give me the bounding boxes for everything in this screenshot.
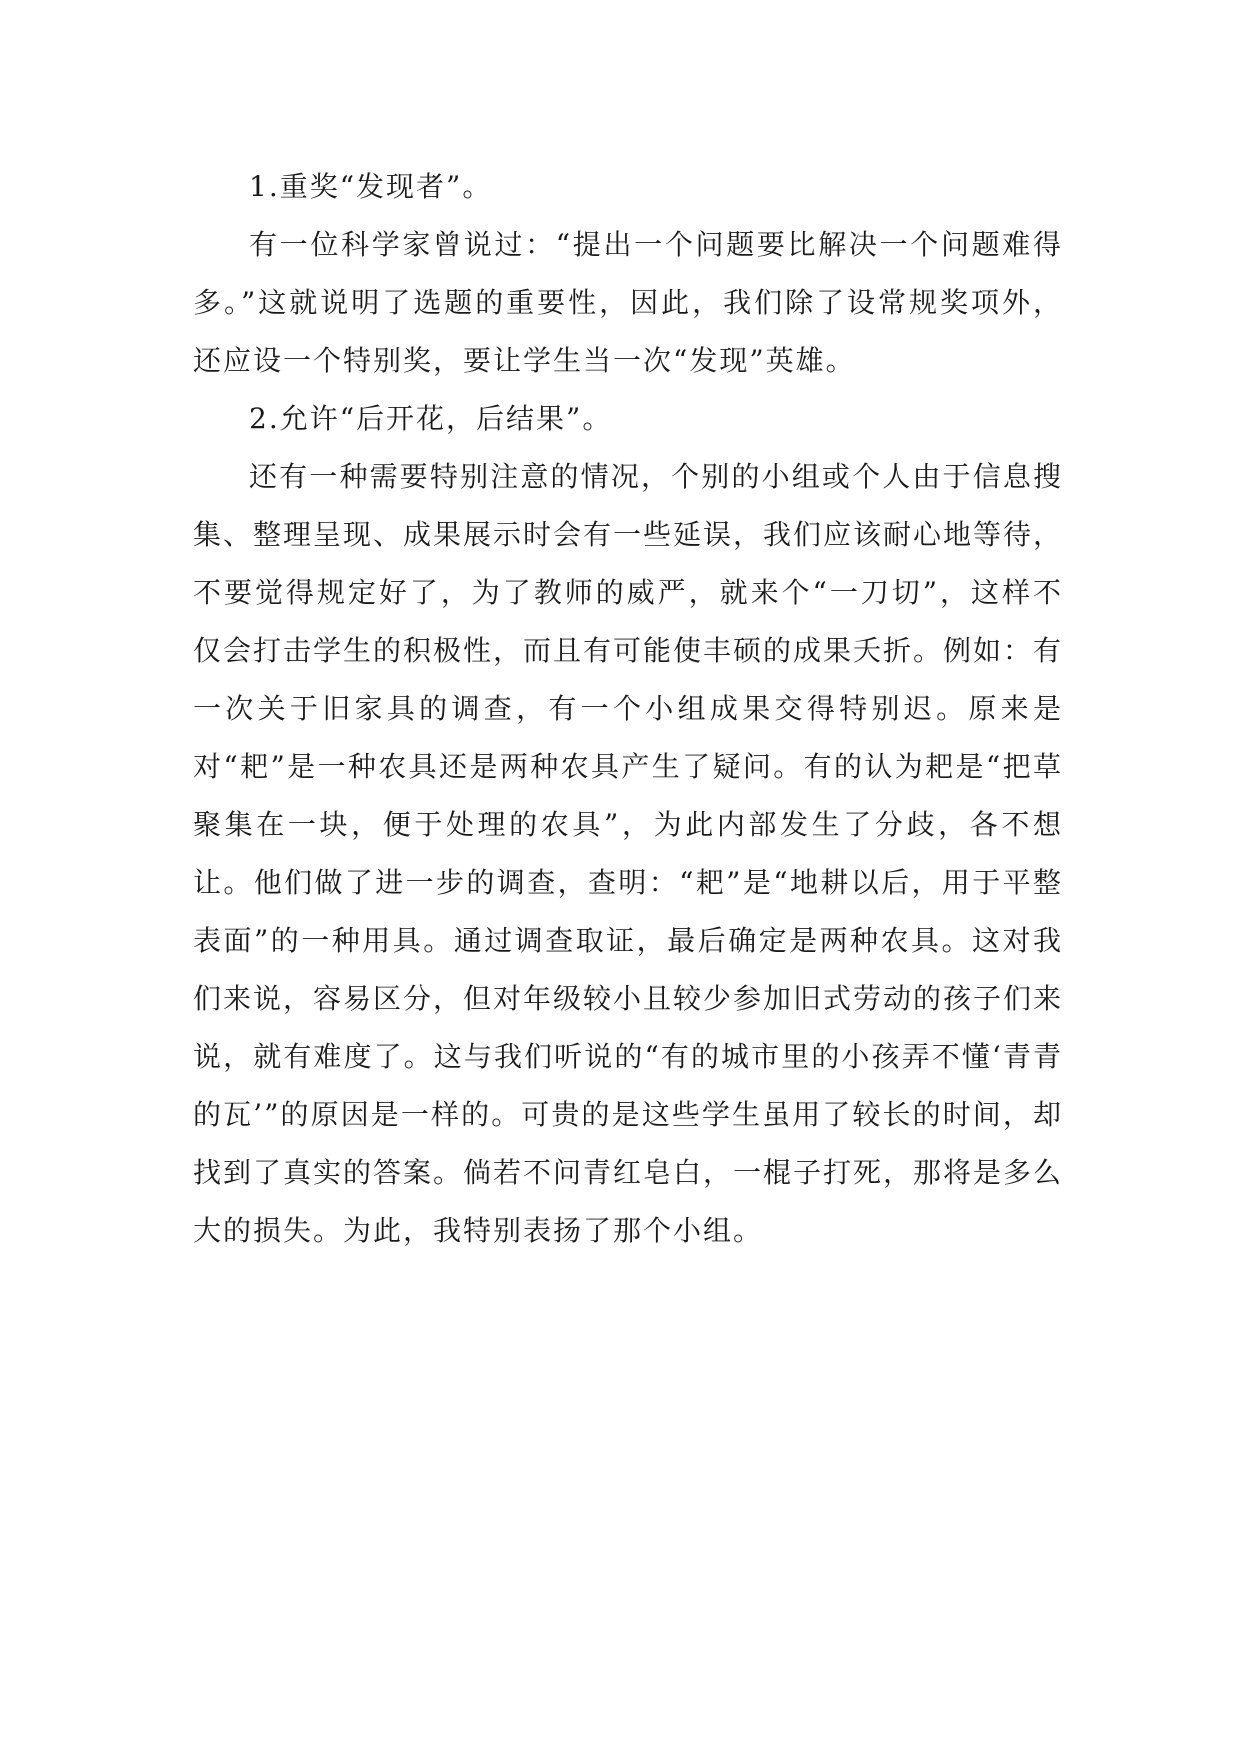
heading-reward-discoverer: 1.重奖“发现者”。 (249, 170, 493, 203)
heading-allow-late-results: 2.允许“后开花，后结果”。 (249, 402, 613, 435)
paragraph-discoverer: 有一位科学家曾说过：“提出一个问题要比解决一个问题难得多。”这就说明了选题的重要性，因此，我们除了设常规奖项外，还应设一个特别奖，要让学生当一次“发现”英雄。 (193, 228, 1063, 377)
body-text (193, 158, 1063, 1260)
paragraph-late-results: 还有一种需要特别注意的情况，个别的小组或个人由于信息搜集、整理呈现、成果展示时会有一些延误，我们应该耐心地等待，不要觉得规定好了，为了教师的威严，就来个“一刀切”，这样不仅会打击学生的积极性，而且有可能使丰硕的成果夭折。例如：有一次关于旧家具的调查，有一个小组成果交得特别迟。原来是对“耙”是一种农具还是两种农具产生了疑问。有的认为耙是“把草聚集在一块，便于处理的农具”，为此内部发生了分歧，各不想让。他们做了进一步的调查，查明：“耙”是“地耕以后，用于平整表面”的一种用具。通过调查取证，最后确定是两种农具。这对我们来说，容易区分，但对年级较小且较少参加旧式劳动的孩子们来说，就有难度了。这与我们听说的“有的城市里的小孩弄不懂‘青青的瓦’”的原因是一样的。可贵的是这些学生虽用了较长的时间，却找到了真实的答案。倘若不问青红皂白，一棍子打死，那将是多么大的损失。为此，我特别表扬了那个小组。 (193, 460, 1064, 1247)
